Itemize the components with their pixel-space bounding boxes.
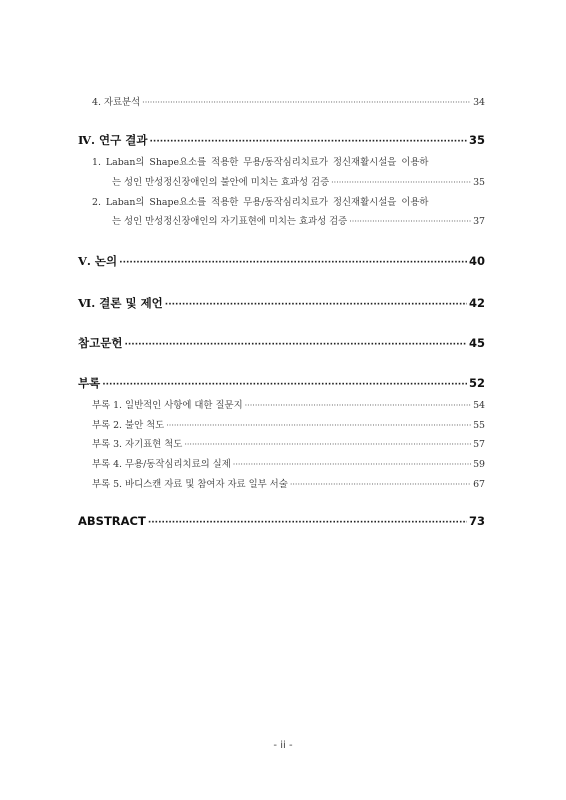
- toc-label: 는 성인 만성정신장애인의 불안에 미치는 효과성 검증: [112, 177, 330, 188]
- toc-leader-dots: [150, 137, 467, 147]
- toc-label: 4. 자료분석: [92, 97, 141, 108]
- toc-entry-4-2-line2[interactable]: [112, 213, 485, 227]
- toc-appendix[interactable]: [78, 375, 485, 391]
- toc-appendix-item-4[interactable]: [92, 456, 485, 470]
- toc-label: Ⅳ. 연구 결과: [78, 133, 148, 147]
- toc-entry-4-1-line2[interactable]: [112, 174, 485, 188]
- toc-leader-dots: [148, 518, 467, 528]
- toc-abstract[interactable]: [78, 514, 485, 528]
- toc-leader-dots: [233, 460, 471, 469]
- toc-leader-dots: [165, 300, 467, 310]
- toc-page-number: 67: [473, 479, 485, 490]
- toc-page-number: 73: [468, 514, 485, 528]
- page-number-footer: - ii -: [273, 740, 293, 751]
- toc-appendix-item-5[interactable]: [92, 476, 485, 490]
- toc-page-number: 59: [473, 459, 485, 470]
- toc-label: 부록 4. 무용/동작심리치료의 실제: [92, 459, 231, 470]
- toc-leader-dots: [245, 401, 471, 410]
- toc-entry-4-1-line1[interactable]: 1. Laban의 Shape요소를 적용한 무용/동작심리치료가 정신재활시설을 이용하: [92, 157, 429, 168]
- toc-page-number: 57: [473, 439, 485, 450]
- toc-label: ABSTRACT: [78, 514, 146, 528]
- toc-label: 부록: [78, 376, 101, 390]
- toc-leader-dots: [119, 258, 467, 268]
- toc-label: Ⅵ. 결론 및 제언: [78, 296, 163, 310]
- toc-page-number: 37: [473, 216, 485, 227]
- toc-leader-dots: [166, 421, 471, 430]
- toc-leader-dots: [142, 98, 471, 107]
- toc-leader-dots: [102, 380, 467, 390]
- toc-leader-dots: [331, 178, 471, 187]
- toc-chapter-6[interactable]: [78, 295, 485, 311]
- toc-page-number: 52: [468, 376, 485, 390]
- toc-label: 는 성인 만성정신장애인의 자기표현에 미치는 효과성 검증: [112, 216, 348, 227]
- toc-leader-dots: [290, 480, 471, 489]
- toc-appendix-item-2[interactable]: [92, 417, 485, 431]
- toc-page-number: 42: [468, 296, 485, 310]
- toc-page-number: 34: [473, 97, 485, 108]
- toc-chapter-4[interactable]: [78, 132, 485, 148]
- toc-leader-dots: [124, 340, 467, 350]
- toc-entry-data-analysis[interactable]: [92, 94, 485, 108]
- toc-leader-dots: [184, 440, 471, 449]
- toc-label: Ⅴ. 논의: [78, 254, 118, 268]
- toc-appendix-item-1[interactable]: [92, 397, 485, 411]
- toc-page-number: 45: [468, 336, 485, 350]
- toc-chapter-5[interactable]: [78, 253, 485, 269]
- toc-page-number: 54: [473, 400, 485, 411]
- toc-label: 부록 2. 불안 척도: [92, 420, 165, 431]
- toc-label: 부록 3. 자기표현 척도: [92, 439, 183, 450]
- toc-appendix-item-3[interactable]: [92, 436, 485, 450]
- toc-entry-4-2-line1[interactable]: 2. Laban의 Shape요소를 적용한 무용/동작심리치료가 정신재활시설을 이용하: [92, 197, 429, 208]
- toc-label: 부록 1. 일반적인 사항에 대한 질문지: [92, 400, 243, 411]
- toc-references[interactable]: [78, 335, 485, 351]
- toc-leader-dots: [349, 217, 471, 226]
- toc-page-number: 35: [473, 177, 485, 188]
- toc-page-number: 35: [468, 133, 485, 147]
- toc-page-number: 40: [468, 254, 485, 268]
- toc-label: 부록 5. 바디스캔 자료 및 참여자 자료 일부 서술: [92, 479, 288, 490]
- toc-label: 참고문헌: [78, 336, 123, 350]
- toc-page-number: 55: [473, 420, 485, 431]
